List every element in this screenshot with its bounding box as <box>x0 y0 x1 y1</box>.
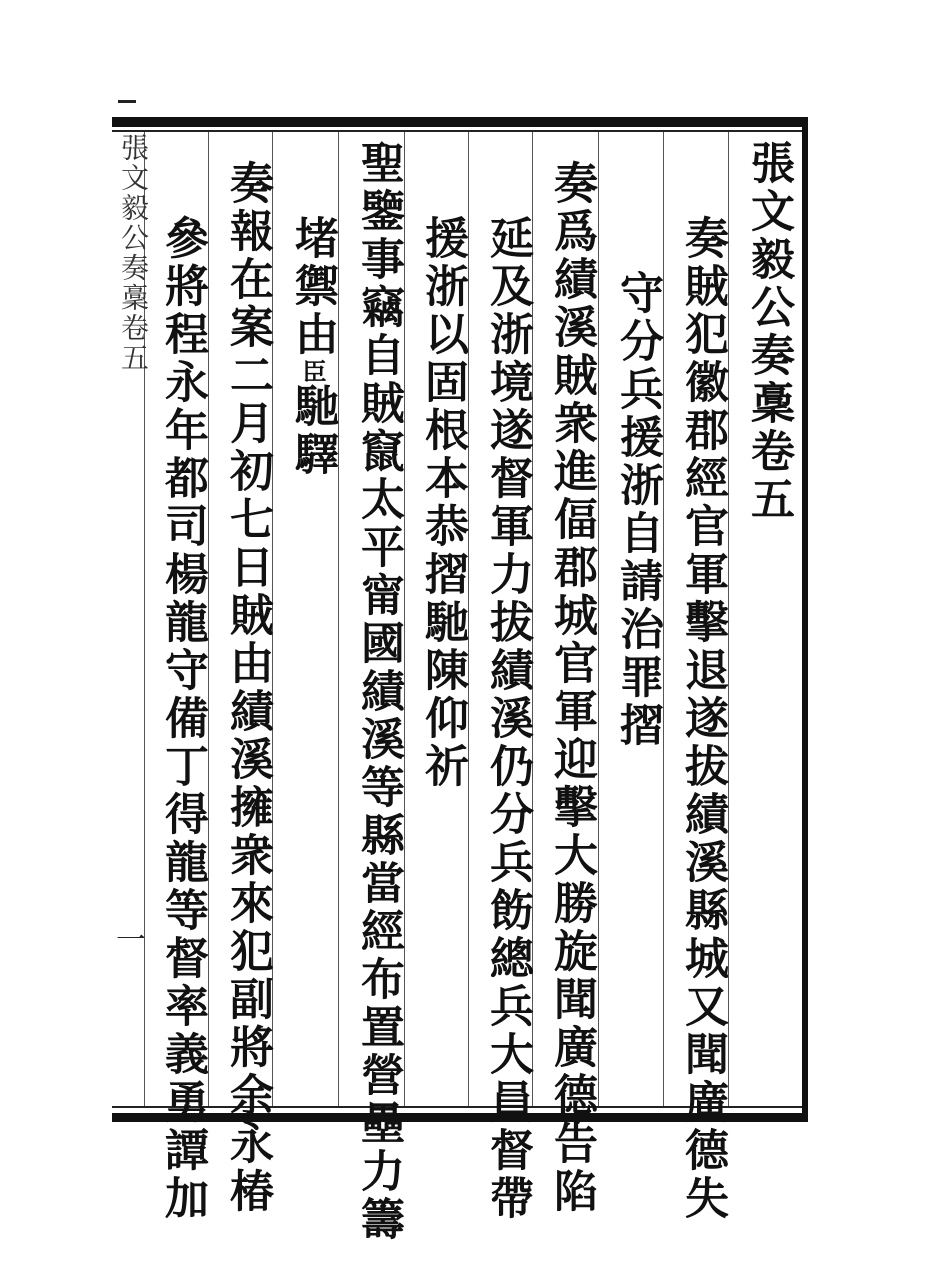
corner-mark <box>118 100 136 103</box>
column-rule <box>598 132 599 1106</box>
column-text: 奏報在案二月初七日賊由績溪擁衆來犯副將余永椿 <box>222 160 273 1216</box>
column-text: 守分兵援浙自請治罪摺 <box>612 270 663 750</box>
frame-right-border <box>802 117 808 1122</box>
column-text: 參將程永年都司楊龍守備丁得龍等督率義勇譚加 <box>157 215 208 1223</box>
column-rule <box>663 132 664 1106</box>
column-text-part: 堵禦由 <box>287 215 338 359</box>
frame-top-inner-border <box>112 130 808 132</box>
folio-number: 一 <box>116 923 146 958</box>
column-text: 聖鑒事竊自賊竄太平甯國績溪等縣當經布置營壘力籌 <box>353 140 404 1244</box>
frame-top-border <box>112 117 808 127</box>
spine-label: 張文毅公奏稾卷五 <box>117 133 150 373</box>
column-rule <box>208 132 209 1106</box>
column-rule <box>404 132 405 1106</box>
column-text: 援浙以固根本恭摺馳陳仰祈 <box>417 215 468 791</box>
column-rule <box>338 132 339 1106</box>
column-text: 延及浙境遂督軍力拔績溪仍分兵飭總兵大員督帶 <box>482 215 533 1223</box>
column-text <box>286 215 338 479</box>
column-text-part: 馳驛 <box>287 383 338 479</box>
column-rule <box>728 132 729 1106</box>
column-text: 奏賊犯徽郡經官軍擊退遂拔績溪縣城又聞廣德失 <box>677 215 728 1223</box>
minister-self-reference: 臣 <box>298 359 327 383</box>
column-rule <box>468 132 469 1106</box>
column-title: 張文毅公奏稾卷五 <box>743 140 794 524</box>
column-text: 奏爲績溪賊衆進偪郡城官軍迎擊大勝旋聞廣德告陷 <box>546 160 597 1216</box>
